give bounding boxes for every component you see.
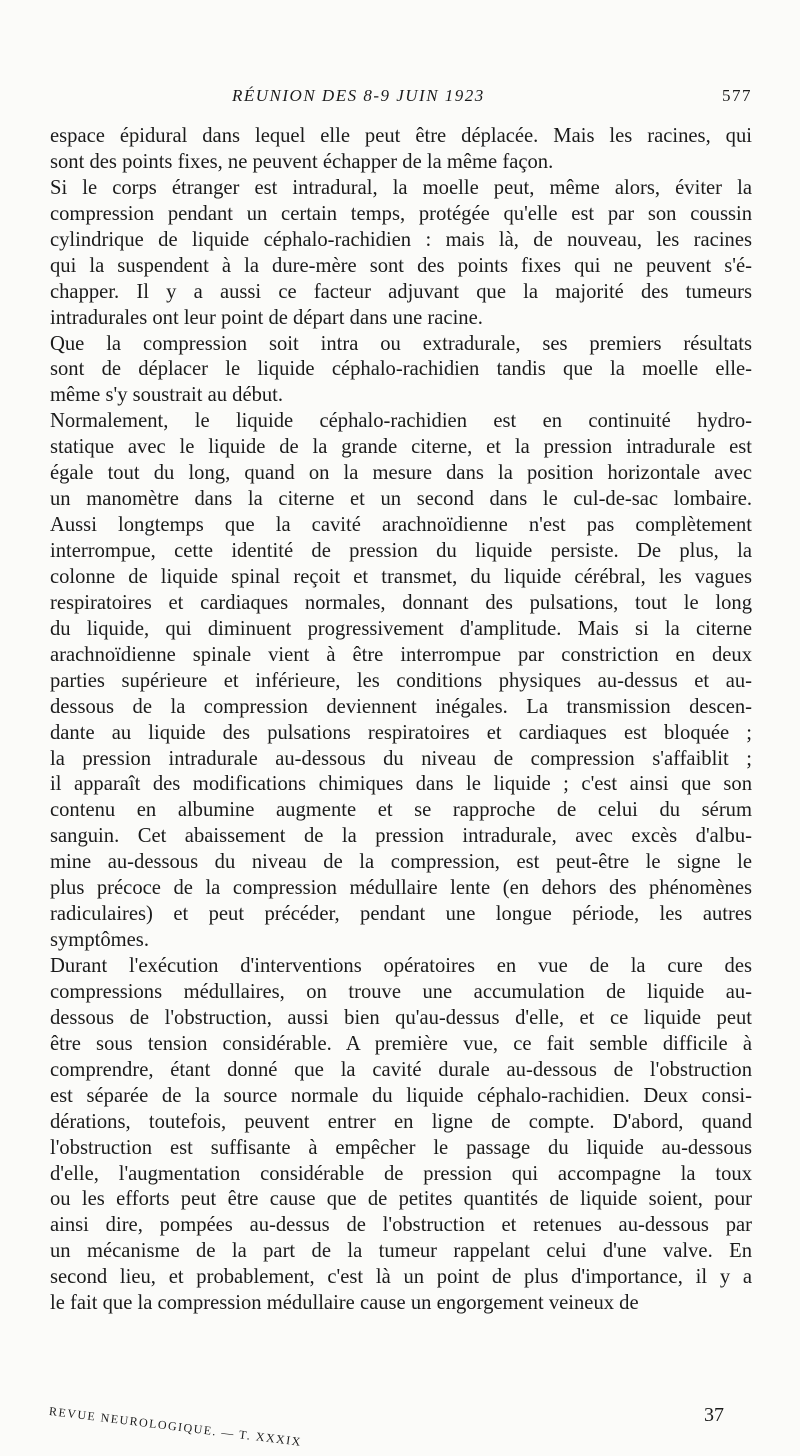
text-line: dessous de l'obstruction, aussi bien qu'au-dessus d'elle, et ce liquide peut xyxy=(50,1006,752,1029)
running-title: RÉUNION DES 8-9 JUIN 1923 xyxy=(232,86,485,105)
text-line: parties supérieure et inférieure, les conditions physiques au-dessus et au- xyxy=(50,669,752,692)
text-line: d'elle, l'augmentation considérable de pression qui accompagne la toux xyxy=(50,1162,752,1185)
text-line: être sous tension considérable. A première vue, ce fait semble difficile à xyxy=(50,1032,752,1055)
page-number: 577 xyxy=(722,86,752,105)
text-line: du liquide, qui diminuent progressivement d'amplitude. Mais si la citerne xyxy=(50,617,752,640)
text-line: sont des points fixes, ne peuvent échapper de la même façon. xyxy=(50,150,554,173)
paragraph xyxy=(50,176,752,332)
text-line: colonne de liquide spinal reçoit et transmet, du liquide cérébral, les vagues xyxy=(50,565,752,588)
text-line: arachnoïdienne spinale vient à être interrompue par constriction en deux xyxy=(50,643,752,666)
text-line: statique avec le liquide de la grande citerne, et la pression intradurale est xyxy=(50,436,752,459)
text-line: second lieu, et probablement, c'est là un point de plus d'importance, il y a xyxy=(50,1266,752,1289)
text-line: Si le corps étranger est intradural, la moelle peut, même alors, éviter la xyxy=(50,176,752,199)
text-line: sanguin. Cet abaissement de la pression intradurale, avec excès d'albu- xyxy=(50,825,752,848)
text-line: Que la compression soit intra ou extradurale, ses premiers résultats xyxy=(50,332,752,355)
paragraph xyxy=(50,124,752,176)
text-line: dessous de la compression deviennent inégales. La transmission descen- xyxy=(50,695,752,718)
signature-mark: 37 xyxy=(704,1404,724,1426)
text-line: un manomètre dans la citerne et un second dans le cul-de-sac lombaire. xyxy=(50,488,752,511)
paragraph xyxy=(50,409,752,954)
text-line: même s'y soustrait au début. xyxy=(50,384,284,407)
text-line: respiratoires et cardiaques normales, donnant des pulsations, tout le long xyxy=(50,591,752,614)
text-line: est séparée de la source normale du liquide céphalo-rachidien. Deux consi- xyxy=(50,1084,752,1107)
text-line: la pression intradurale au-dessous du niveau de compression s'affaiblit ; xyxy=(50,747,752,770)
text-line: contenu en albumine augmente et se rapproche de celui du sérum xyxy=(50,799,752,822)
paragraph xyxy=(50,954,752,1317)
text-line: plus précoce de la compression médullaire lente (en dehors des phénomènes xyxy=(50,877,752,900)
text-line: espace épidural dans lequel elle peut être déplacée. Mais les racines, qui xyxy=(50,125,752,147)
text-line: le fait que la compression médullaire cause un engorgement veineux de xyxy=(50,1292,639,1315)
journal-reference: REVUE NEUROLOGIQUE. — T. XXXIX xyxy=(48,1404,303,1449)
page-footer xyxy=(48,1404,752,1449)
running-header xyxy=(150,86,752,112)
text-line: Normalement, le liquide céphalo-rachidien est en continuité hydro- xyxy=(50,410,752,433)
text-line: sont de déplacer le liquide céphalo-rachidien tandis que la moelle elle- xyxy=(50,358,752,381)
text-line: l'obstruction est suffisante à empêcher le passage du liquide au-dessous xyxy=(50,1136,752,1159)
text-line: compressions médullaires, on trouve une accumulation de liquide au- xyxy=(50,980,752,1003)
text-line: Durant l'exécution d'interventions opératoires en vue de la cure des xyxy=(50,955,752,977)
paragraph xyxy=(50,332,752,410)
text-line: chapper. Il y a aussi ce facteur adjuvant que la majorité des tumeurs xyxy=(50,280,752,303)
text-line: radiculaires) et peut précéder, pendant une longue période, les autres xyxy=(50,903,752,926)
text-line: égale tout du long, quand on la mesure dans la position horizontale avec xyxy=(50,462,752,485)
text-line: il apparaît des modifications chimiques dans le liquide ; c'est ainsi que son xyxy=(50,773,752,796)
text-line: un mécanisme de la part de la tumeur rappelant celui d'une valve. En xyxy=(50,1240,752,1263)
text-line: dante au liquide des pulsations respiratoires et cardiaques est bloquée ; xyxy=(50,721,752,744)
text-line: intradurales ont leur point de départ dans une racine. xyxy=(50,306,483,329)
text-line: Aussi longtemps que la cavité arachnoïdienne n'est pas complètement xyxy=(50,514,752,537)
text-line: dérations, toutefois, peuvent entrer en ligne de compte. D'abord, quand xyxy=(50,1110,752,1133)
body-text xyxy=(50,124,752,1396)
text-line: qui la suspendent à la dure-mère sont des points fixes qui ne peuvent s'é- xyxy=(50,254,752,277)
text-line: comprendre, étant donné que la cavité durale au-dessous de l'obstruction xyxy=(50,1058,752,1081)
text-line: cylindrique de liquide céphalo-rachidien : mais là, de nouveau, les racines xyxy=(50,228,752,251)
text-line: mine au-dessous du niveau de la compression, est peut-être le signe le xyxy=(50,851,752,874)
text-line: symptômes. xyxy=(50,929,149,952)
text-line: ainsi dire, pompées au-dessus de l'obstruction et retenues au-dessous par xyxy=(50,1214,752,1237)
text-line: compression pendant un certain temps, protégée qu'elle est par son coussin xyxy=(50,202,752,225)
text-line: ou les efforts peut être cause que de petites quantités de liquide soient, pour xyxy=(50,1188,752,1211)
text-line: interrompue, cette identité de pression du liquide persiste. De plus, la xyxy=(50,540,752,562)
